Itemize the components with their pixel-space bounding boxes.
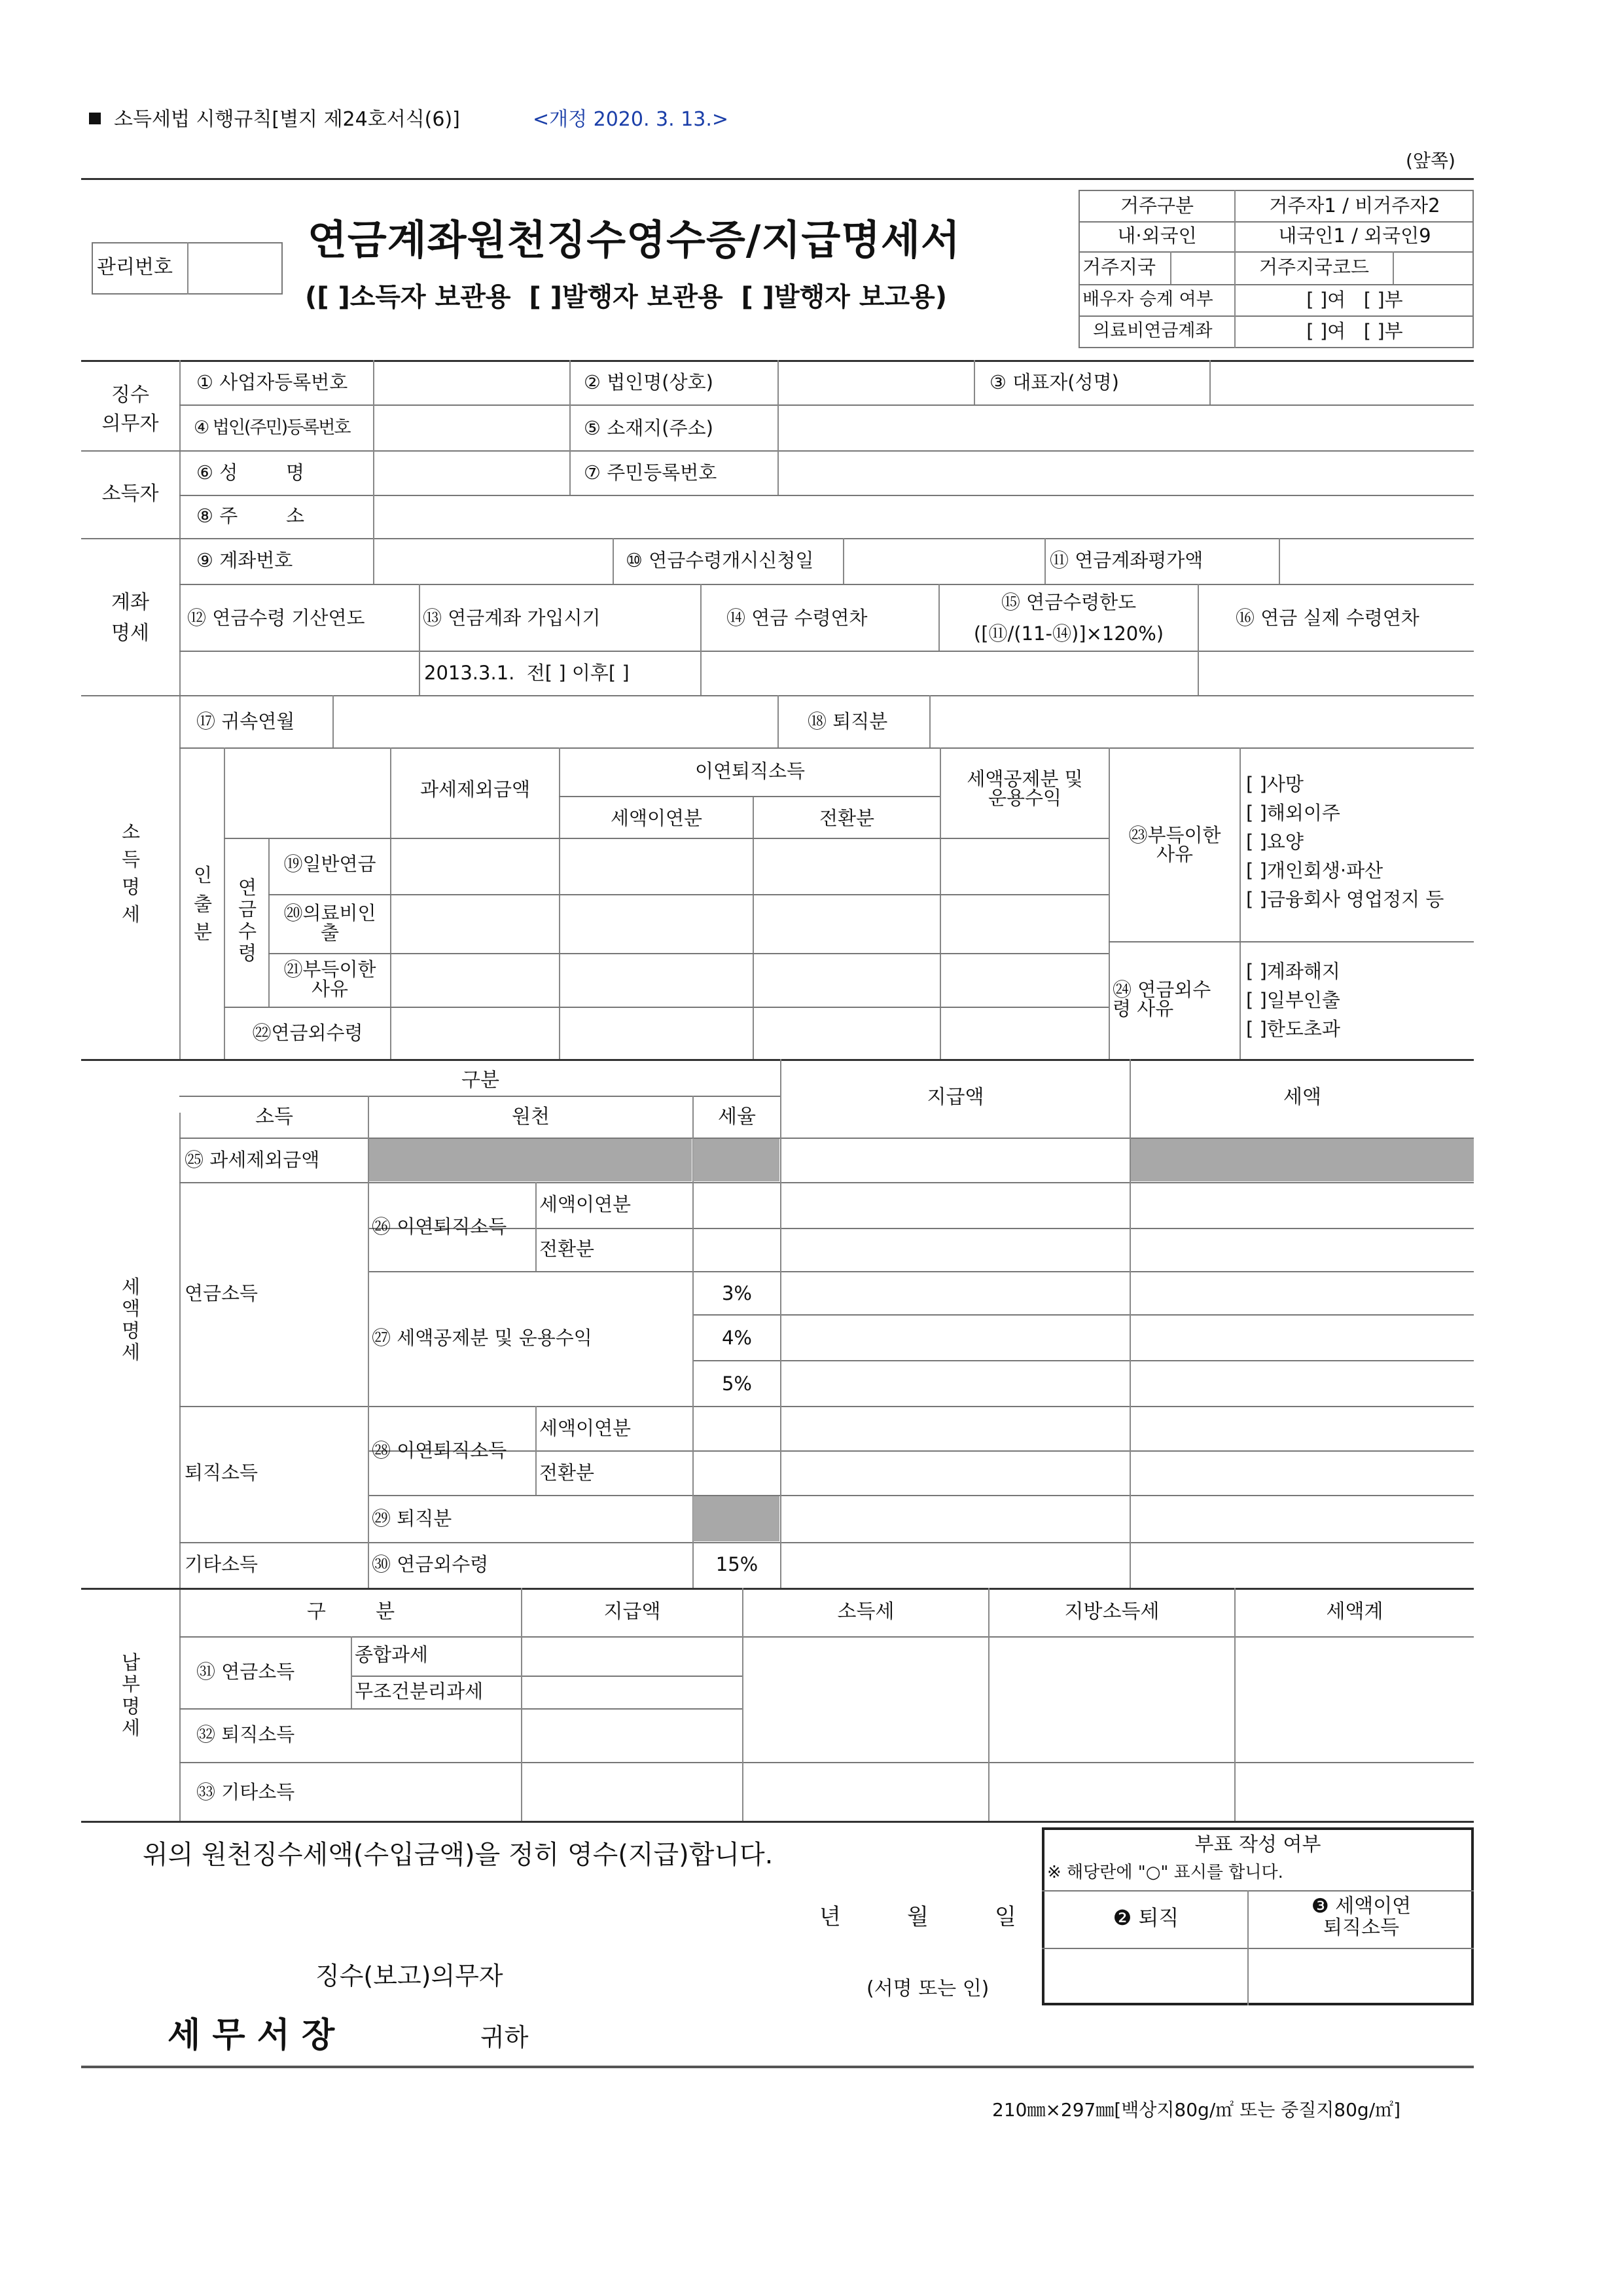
pension-base-year-field[interactable] [182,653,418,694]
conversion-row-label: 전환분 [539,1238,595,1260]
tax-paid-header: 지급액 [927,1086,984,1109]
medical-withdrawal-label: ⑳의료비인 출 [283,902,376,944]
shaded-retirement-rate-cell [693,1496,779,1541]
corporation-name-label: ② 법인명(상호) [584,371,713,393]
transferred-retirement-header: 이연퇴직소득 [694,760,806,782]
non-pension-row-label: ㉚ 연금외수령 [372,1553,489,1575]
spouse-succession-checkbox[interactable]: [ ]여 [ ]부 [1306,289,1403,311]
signature-note: (서명 또는 인) [866,1977,990,2000]
section-label-divider [179,360,181,1059]
actual-pension-year-field[interactable] [1200,653,1472,694]
attribution-month-field[interactable] [335,698,776,746]
tax-detail-section-label: 세액명세 [121,1276,140,1364]
form-subtitle: ([ ]소득자 보관용 [ ]발행자 보관용 [ ]발행자 보고용) [305,282,948,312]
law-reference: 소득세법 시행규칙[별지 제24호서식(6)] [114,108,460,131]
business-reg-number-label: ① 사업자등록번호 [196,371,348,393]
shaded-source-cell [369,1139,692,1181]
payment-detail-section-label: 납부명세 [121,1651,140,1740]
account-section-label: 계좌 명세 [111,591,149,645]
account-number-field[interactable] [376,541,611,583]
corporation-name-field[interactable] [780,363,972,403]
residence-country-label: 거주지국 [1082,256,1156,278]
business-reg-number-field[interactable] [376,363,568,403]
taxfree-amount-header: 과세제외금액 [419,778,531,800]
representative-label: ③ 대표자(성명) [990,371,1119,393]
footer-rule [81,2066,1474,2068]
unavoidable-reason-label: ㉑부득이한 사유 [283,958,376,1001]
pension-base-year-label: ⑫ 연금수령 기산연도 [187,607,365,629]
retirement-portion-label: ⑱ 퇴직분 [808,710,888,732]
shaded-tax-cell [1131,1139,1474,1181]
tax-income-header: 소득 [255,1105,293,1128]
corporate-id-field[interactable] [376,407,568,449]
other-income-label: 기타소득 [185,1553,259,1575]
pension-income-label: 연금소득 [185,1282,259,1304]
payment-retirement-income-label: ㉜ 퇴직소득 [196,1723,295,1746]
spouse-succession-label: 배우자 승계 여부 [1082,289,1213,310]
reason-business-suspension-checkbox[interactable]: [ ]금융회사 영업정지 등 [1246,888,1444,910]
representative-field[interactable] [1212,363,1472,403]
unavoidable-reason-header: ㉓부득이한 사유 [1128,824,1221,865]
tax-rate-header: 세율 [718,1105,756,1128]
date-month-label: 월 [907,1904,929,1930]
medical-account-label: 의료비연금계좌 [1093,321,1213,341]
nationality-value[interactable]: 내국인1 / 외국인9 [1278,224,1431,247]
comprehensive-tax-label: 종합과세 [355,1643,429,1666]
account-valuation-label: ⑪ 연금계좌평가액 [1050,549,1204,571]
top-rule [81,178,1474,180]
income-detail-section-label: 소득명세 [121,821,140,926]
deduction-yield-row-label: ㉗ 세액공제분 및 운용수익 [372,1327,592,1349]
tax-class-header: 구분 [461,1069,499,1092]
transferred-income-row-label: ㉖ 이연퇴직소득 [372,1215,507,1238]
residence-country-code-label: 거주지국코드 [1258,256,1370,278]
annex-title: 부표 작성 여부 [1194,1833,1321,1856]
reason-limit-exceeded-checkbox[interactable]: [ ]한도초과 [1246,1018,1340,1040]
annex-deferred-retirement-label: ❸ 세액이연 퇴직소득 [1311,1895,1412,1939]
general-pension-label: ⑲일반연금 [283,853,376,875]
tax-office-head: 세 무 서 장 [168,2016,335,2055]
tax-amount-header: 세액 [1283,1086,1321,1109]
rate-3-percent: 3% [721,1282,752,1304]
date-day-label: 일 [995,1904,1016,1930]
tax-source-header: 원천 [512,1105,550,1128]
account-number-label: ⑨ 계좌번호 [196,549,293,571]
pension-year-count-label: ⑭ 연금 수령연차 [726,607,868,629]
withdrawal-label: 인출분 [193,864,212,943]
earner-address-label: ⑧ 주 소 [196,505,304,527]
pension-year-count-field[interactable] [703,653,1196,694]
payment-other-income-label: ㉝ 기타소득 [196,1781,295,1803]
reason-emigration-checkbox[interactable]: [ ]해외이주 [1246,802,1340,824]
reason-death-checkbox[interactable]: [ ]사망 [1246,773,1304,795]
retirement-conversion-row-label: 전환분 [539,1462,595,1484]
pension-start-date-label: ⑩ 연금수령개시신청일 [626,549,814,571]
annex-deferred-mark-field[interactable] [1250,1950,1471,2003]
reason-medical-care-checkbox[interactable]: [ ]요양 [1246,831,1304,853]
income-earner-section-label: 소득자 [101,482,159,505]
pension-limit-label: ⑮ 연금수령한도 [1001,591,1137,613]
pension-receipt-label: 연금수령 [238,876,257,965]
management-number-field[interactable] [190,243,281,293]
reason-bankruptcy-checkbox[interactable]: [ ]개인회생·파산 [1246,859,1383,882]
front-side-label: (앞쪽) [1406,150,1455,171]
residence-label: 거주구분 [1120,194,1194,217]
payment-local-tax-header: 지방소득세 [1064,1600,1160,1623]
residence-value[interactable]: 거주자1 / 비거주자2 [1269,194,1440,217]
rate-5-percent: 5% [721,1372,752,1395]
withholder-section-label: 징수 의무자 [101,384,159,435]
non-pension-reason-header: ㉔ 연금외수 령 사유 [1113,978,1211,1020]
revision-date: <개정 2020. 3. 13.> [533,108,729,131]
non-pension-receipt-label: ㉒연금외수령 [252,1022,363,1044]
name-field[interactable] [376,453,568,493]
annex-retirement-mark-field[interactable] [1046,1950,1246,2003]
form-title: 연금계좌원천징수영수증/지급명세서 [308,216,961,264]
header-bullet [89,113,101,124]
nationality-label: 내·외국인 [1117,224,1197,247]
retirement-deferred-row-label: 세액이연분 [539,1417,632,1439]
taxfree-amount-row-label: ㉕ 과세제외금액 [185,1149,320,1171]
deduction-yield-header: 세액공제분 및 운용수익 [967,768,1083,809]
pension-limit-formula: ([⑪/(11-⑭)]×120%) [973,622,1164,645]
paper-spec: 210㎜×297㎜[백상지80g/㎡ 또는 중질지80g/㎡] [992,2099,1401,2121]
earner-address-field[interactable] [376,497,1472,537]
payment-paid-header: 지급액 [603,1600,661,1623]
annex-retirement-label: ❷ 퇴직 [1113,1905,1179,1930]
account-join-period-label: ⑬ 연금계좌 가입시기 [423,607,601,629]
payment-class-header: 구 분 [306,1600,395,1623]
receipt-statement: 위의 원천징수세액(수입금액)을 정히 영수(지급)합니다. [143,1840,774,1870]
account-valuation-field[interactable] [1281,541,1472,583]
shaded-rate-cell [693,1139,779,1181]
join-period-checkbox[interactable]: 2013.3.1. 전[ ] 이후[ ] [424,662,630,684]
management-number-label: 관리번호 [97,256,173,279]
addressee-suffix: 귀하 [480,2023,529,2052]
withholder-signature-label: 징수(보고)의무자 [315,1962,503,1990]
retirement-portion-field[interactable] [932,698,1472,746]
deferred-tax-row-label: 세액이연분 [539,1193,632,1215]
residence-country-field[interactable] [1171,253,1233,283]
medical-account-checkbox[interactable]: [ ]여 [ ]부 [1306,320,1403,342]
retirement-income-label: 퇴직소득 [185,1462,259,1484]
attribution-month-label: ⑰ 귀속연월 [196,710,295,732]
corporate-id-label: ④ 법인(주민)등록번호 [194,418,350,438]
separate-tax-label: 무조건분리과세 [355,1680,484,1702]
pension-start-date-field[interactable] [846,541,1043,583]
retirement-transferred-row-label: ㉘ 이연퇴직소득 [372,1439,507,1462]
payment-total-header: 세액계 [1326,1600,1383,1623]
annex-note: ※ 해당란에 "○" 표시를 합니다. [1047,1863,1283,1882]
payment-pension-income-label: ㉛ 연금소득 [196,1660,295,1683]
rate-15-percent: 15% [715,1553,758,1575]
reason-partial-withdrawal-checkbox[interactable]: [ ]일부인출 [1246,989,1340,1011]
residence-country-code-field[interactable] [1394,253,1472,283]
actual-pension-year-label: ⑯ 연금 실제 수령연차 [1236,607,1419,629]
rate-4-percent: 4% [721,1327,752,1349]
payment-income-tax-header: 소득세 [837,1600,895,1623]
name-label: ⑥ 성 명 [196,461,304,484]
deferred-tax-subheader: 세액이연분 [610,807,703,829]
address-field[interactable] [780,407,1472,449]
retirement-portion-row-label: ㉙ 퇴직분 [372,1507,452,1530]
resident-number-field[interactable] [780,453,1472,493]
conversion-subheader: 전환분 [819,807,875,829]
address-label: ⑤ 소재지(주소) [584,417,713,439]
date-year-label: 년 [819,1904,841,1930]
resident-number-label: ⑦ 주민등록번호 [584,461,717,484]
reason-account-closure-checkbox[interactable]: [ ]계좌해지 [1246,960,1340,982]
